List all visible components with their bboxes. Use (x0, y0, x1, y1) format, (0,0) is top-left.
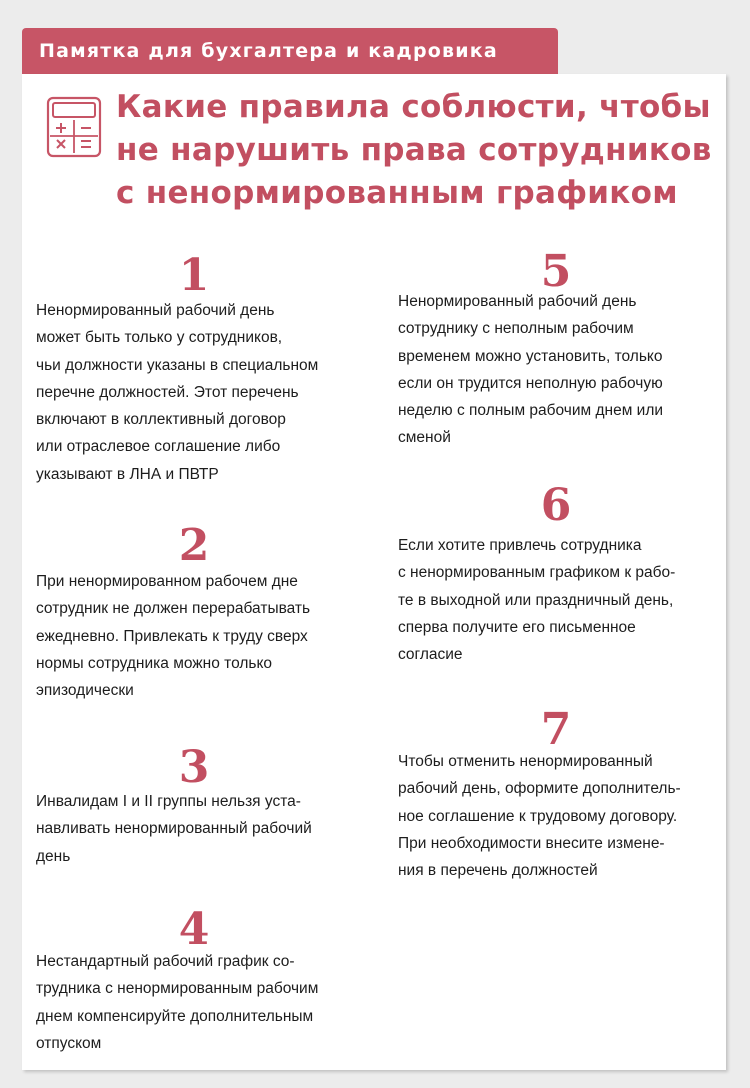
rule-line: неделю с полным рабочим днем или (398, 402, 664, 420)
rule-number: 1 (178, 250, 210, 301)
title-line: с ненормированным графиком (116, 175, 678, 211)
rule-line: те в выходной или праздничный день, (398, 591, 674, 609)
rule-line: ное соглашение к трудовому договору. (398, 807, 678, 825)
rule-line: рабочий день, оформите дополнитель- (398, 780, 681, 798)
rule-text (398, 532, 675, 668)
rule-line: эпизодически (36, 682, 134, 700)
rule-line: Нестандартный рабочий график со- (36, 953, 295, 970)
rule-line: сперва получите его письменное (398, 618, 636, 636)
rule-line: Инвалидам I и II группы нельзя уста- (36, 793, 301, 810)
rule-number: 4 (178, 904, 210, 955)
rule-line: может быть только у сотрудников, (36, 329, 283, 347)
rule-line: указывают в ЛНА и ПВТР (36, 465, 219, 483)
rule-line: днем компенсируйте дополнительным (36, 1007, 314, 1025)
rule-line: Ненормированный рабочий день (36, 302, 275, 319)
rule-line: сотруднику с неполным рабочим (398, 320, 634, 338)
rule-line: трудника с ненормированным рабочим (36, 980, 319, 998)
memo-card (22, 74, 726, 1070)
rule-line: включают в коллективный договор (36, 411, 286, 429)
rule-line: чьи должности указаны в специальном (36, 356, 319, 374)
title-line: не нарушить права сотрудников (116, 132, 712, 168)
rule-line: нормы сотрудника можно только (36, 654, 273, 672)
rule-line: сменой (398, 429, 451, 447)
rule-line: отпуском (36, 1034, 102, 1052)
rule-number: 2 (178, 520, 210, 571)
rule-line: Если хотите привлечь сотрудника (398, 537, 642, 554)
page-title (116, 86, 716, 215)
rule-line: с ненормированным графиком к рабо- (398, 564, 676, 582)
rule-line: или отраслевое соглашение либо (36, 438, 281, 456)
rule-line: ния в перечень должностей (398, 862, 598, 880)
rule-text (36, 948, 318, 1057)
rule-line: навливать ненормированный рабочий (36, 820, 312, 838)
rule-number: 5 (540, 246, 572, 297)
rule-text (36, 568, 310, 704)
rule-line: При необходимости внесите измене- (398, 834, 665, 852)
rule-line: ежедневно. Привлекать к труду сверх (36, 627, 308, 645)
calculator-icon (46, 96, 102, 158)
rule-number: 7 (540, 704, 572, 755)
rule-line: день (36, 847, 71, 865)
rule-text (36, 297, 318, 488)
rule-line: сотрудник не должен перерабатывать (36, 600, 311, 618)
rule-text (36, 788, 312, 870)
rule-number: 3 (178, 742, 210, 793)
rule-text (398, 288, 663, 452)
rule-line: При ненормированном рабочем дне (36, 573, 298, 590)
rule-line: временем можно установить, только (398, 347, 663, 365)
rule-line: Чтобы отменить ненормированный (398, 753, 653, 770)
header-tab (22, 28, 558, 74)
rule-line: перечне должностей. Этот перечень (36, 383, 299, 401)
rule-text (398, 748, 681, 884)
rule-line: если он трудится неполную рабочую (398, 374, 663, 392)
rule-line: согласие (398, 646, 463, 664)
rule-line: Ненормированный рабочий день (398, 293, 637, 310)
title-line: Какие правила соблюсти, чтобы (116, 89, 711, 125)
header-tab-label: Памятка для бухгалтера и кадровика (39, 40, 498, 62)
rule-number: 6 (540, 480, 572, 531)
